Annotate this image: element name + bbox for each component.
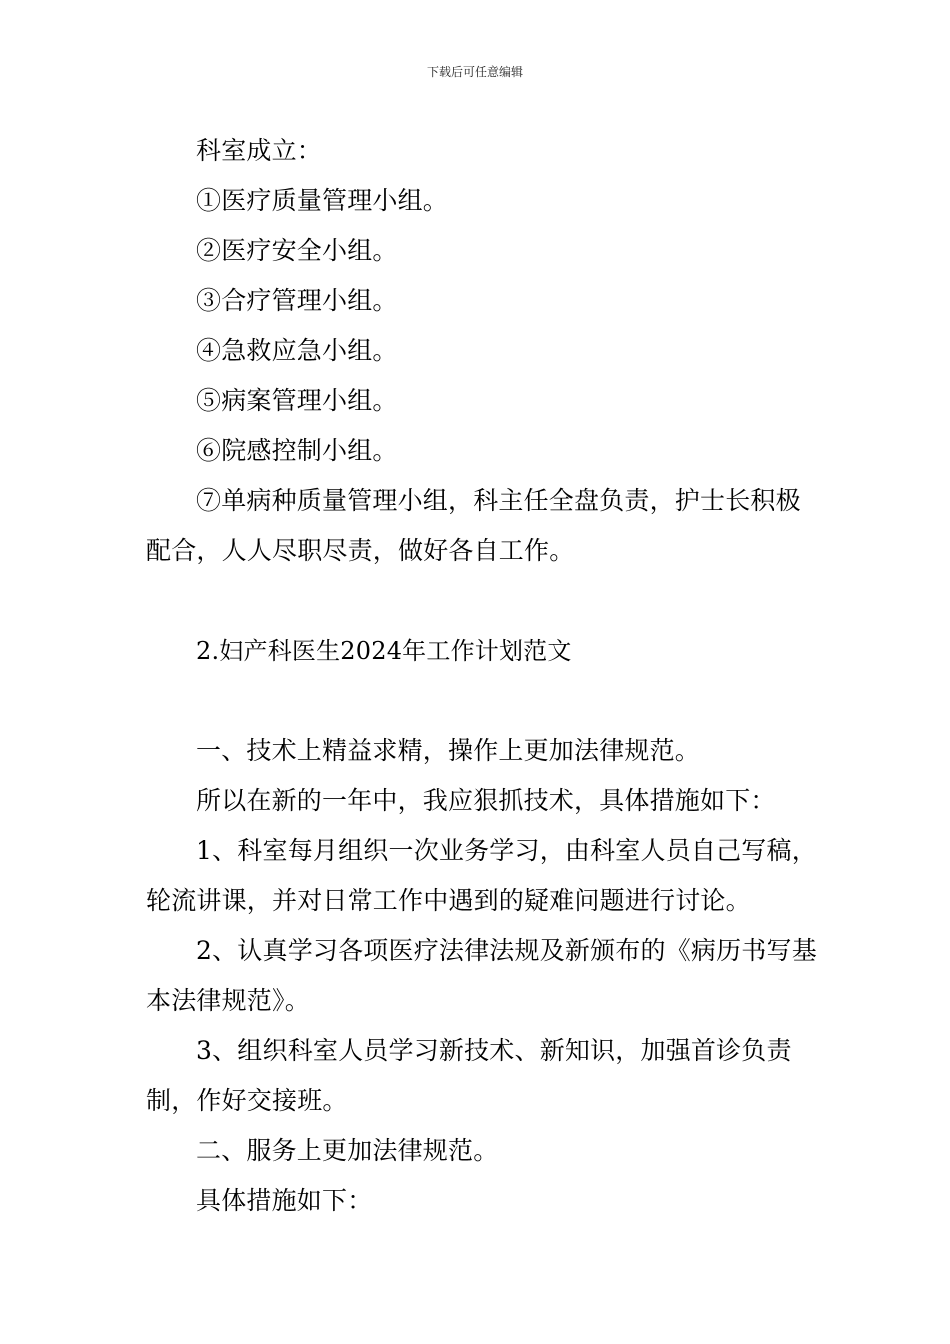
paragraph: ④急救应急小组。 (196, 336, 398, 365)
paragraph: ②医疗安全小组。 (196, 236, 398, 265)
paragraph: 3、组织科室人员学习新技术、新知识，加强首诊负责制，作好交接班。 (146, 1036, 792, 1115)
paragraph: 1、科室每月组织一次业务学习，由科室人员自己写稿，轮流讲课，并对日常工作中遇到的疑难问题进行讨论。 (146, 836, 817, 915)
paragraph: 科室成立： (196, 136, 323, 165)
paragraph: 所以在新的一年中，我应狠抓技术，具体措施如下： (196, 786, 776, 815)
paragraph: ⑤病案管理小组。 (196, 386, 398, 415)
paragraph: ⑥院感控制小组。 (196, 436, 398, 465)
paragraph: 具体措施如下： (196, 1186, 373, 1215)
paragraph: 一、技术上精益求精，操作上更加法律规范。 (196, 736, 701, 765)
section-title: 2.妇产科医生2024年工作计划范文 (196, 637, 572, 665)
paragraph: ③合疗管理小组。 (196, 286, 398, 315)
document-body (146, 126, 822, 1226)
paragraph: 2、认真学习各项医疗法律法规及新颁布的《病历书写基本法律规范》。 (146, 936, 817, 1015)
page-header: 下载后可任意编辑 (426, 65, 523, 79)
paragraph: ①医疗质量管理小组。 (196, 186, 449, 215)
paragraph: 二、服务上更加法律规范。 (196, 1136, 499, 1165)
paragraph: ⑦单病种质量管理小组，科主任全盘负责，护士长积极配合，人人尽职尽责，做好各自工作。 (146, 486, 801, 565)
